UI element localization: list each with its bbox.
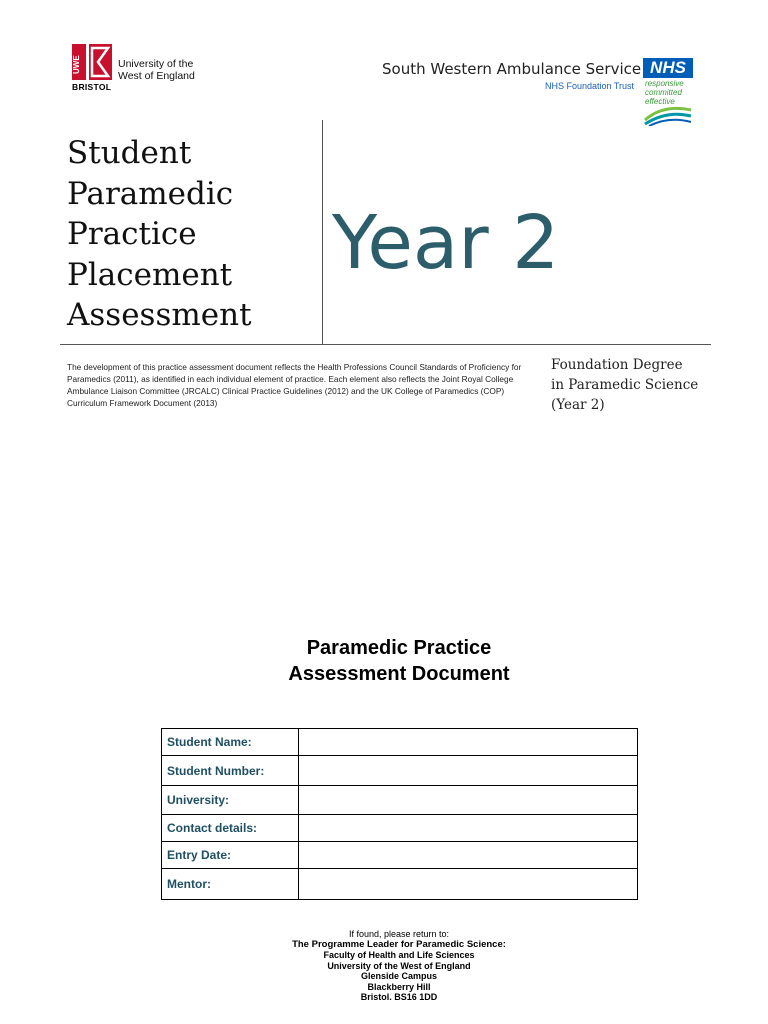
uwe-name [118, 58, 195, 82]
row-label: Contact details: [162, 815, 299, 842]
swoosh-icon [643, 102, 693, 126]
vertical-divider [322, 120, 323, 344]
table-row [162, 786, 638, 815]
row-label: Entry Date: [162, 842, 299, 869]
swas-trust: NHS Foundation Trust [545, 81, 635, 91]
nhs-tag-line3: effective [645, 97, 675, 106]
uwe-logo [72, 44, 202, 92]
table-row [162, 729, 638, 756]
horizontal-divider [60, 344, 711, 345]
nhs-tag-line2: committed [645, 88, 682, 97]
table-row [162, 869, 638, 900]
heading-line4: Placement [67, 256, 233, 293]
student-name-field[interactable] [299, 729, 638, 756]
uwe-name-line2: West of England [118, 70, 195, 82]
intro-paragraph: The development of this practice assessment document reflects the Health Professions Council Standards of Proficiency for Paramedics (2011), as identified in each individual element of practice. Each element also reflects the Joint Royal College Ambulance Liaison Committee (JRCALC) Clinical Practice Guidelines (2012) and the UK College of Paramedics (COP) Curriculum Framework Document (2013) [67, 362, 522, 408]
entry-date-field[interactable] [299, 842, 638, 869]
foundation-line1: Foundation Degree [551, 357, 683, 373]
row-label: Student Number: [162, 756, 299, 786]
year-label: Year 2 [332, 200, 560, 286]
row-label: University: [162, 786, 299, 815]
foundation-line3: (Year 2) [551, 397, 605, 413]
heading-line2: Paramedic [67, 175, 234, 212]
return-line1: Faculty of Health and Life Sciences [323, 950, 475, 960]
document-heading [67, 133, 252, 336]
uwe-mark-icon [72, 44, 112, 80]
nhs-badge: NHS [643, 58, 693, 78]
return-intro: If found, please return to: [348, 929, 450, 939]
nhs-tag-line1: responsive [645, 79, 684, 88]
heading-line1: Student [67, 135, 192, 171]
return-line4: Blackberry Hill [367, 981, 431, 992]
doc-title-line2: Assessment Document [288, 663, 510, 685]
foundation-degree [551, 355, 698, 415]
heading-line5: Assessment [67, 297, 252, 333]
student-number-field[interactable] [299, 756, 638, 786]
row-label: Mentor: [162, 869, 299, 900]
uwe-mark-text: UWE [72, 55, 81, 74]
uwe-name-line1: University of the [118, 58, 194, 70]
heading-line3: Practice [67, 216, 197, 252]
return-line5: Bristol. BS16 1DD [360, 992, 438, 1002]
student-details-table [161, 728, 638, 900]
nhs-logo [643, 58, 693, 126]
return-address [0, 929, 768, 1003]
row-label: Student Name: [162, 729, 299, 756]
doc-title-line1: Paramedic Practice [306, 637, 492, 659]
return-line3: Glenside Campus [360, 971, 438, 981]
university-field[interactable] [299, 786, 638, 815]
mentor-field[interactable] [299, 869, 638, 900]
table-row [162, 756, 638, 786]
return-leader: The Programme Leader for Paramedic Science: [292, 938, 506, 950]
uwe-city: BRISTOL [72, 82, 112, 92]
swas-name: South Western Ambulance Service [382, 60, 642, 78]
assessment-document-title [0, 635, 768, 687]
return-line2: University of the West of England [327, 960, 471, 971]
foundation-line2: in Paramedic Science [551, 377, 699, 393]
table-row [162, 842, 638, 869]
table-row [162, 815, 638, 842]
contact-details-field[interactable] [299, 815, 638, 842]
